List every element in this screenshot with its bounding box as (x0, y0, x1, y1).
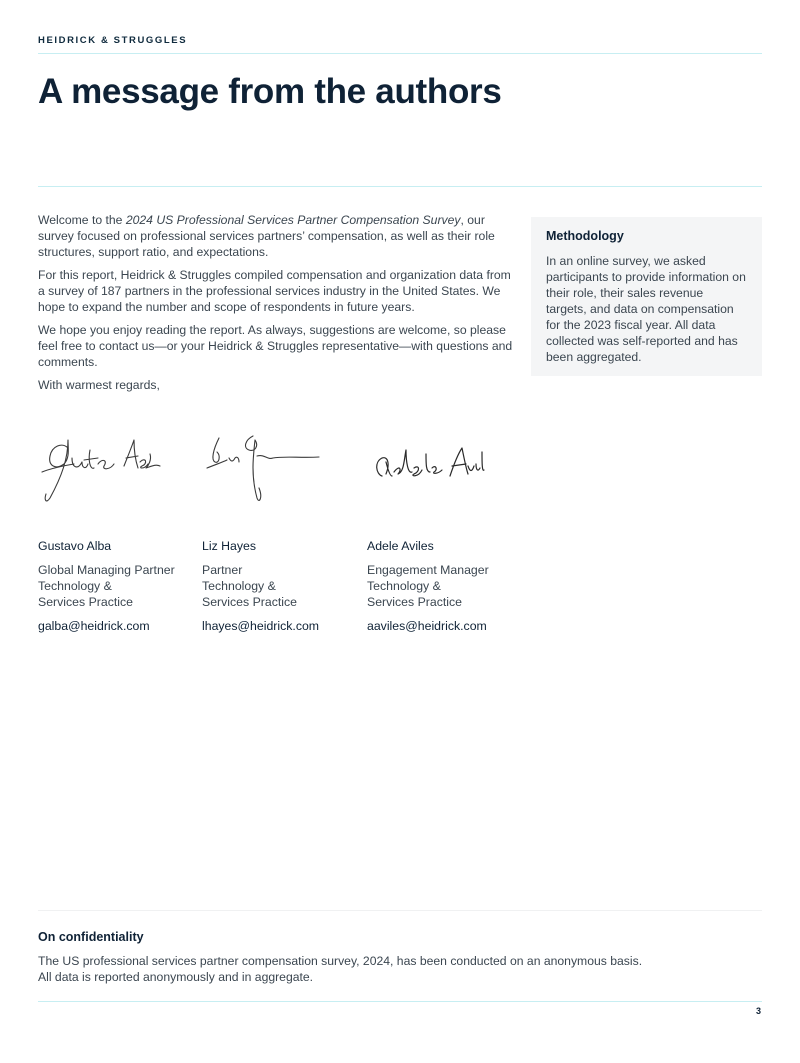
author-email-link[interactable]: aaviles@heidrick.com (367, 619, 487, 633)
author-card-gustavo-alba (38, 538, 213, 634)
brand-header: HEIDRICK & STRUGGLES (38, 35, 188, 46)
author-title: Partner (202, 563, 243, 577)
author-practice-line-1: Technology & (38, 579, 112, 593)
signature-adele-aviles (370, 428, 485, 506)
author-practice-line-1: Technology & (202, 579, 276, 593)
title-rule (38, 186, 762, 187)
author-practice-line-2: Services Practice (202, 595, 297, 609)
confidentiality-rule (38, 910, 762, 911)
intro-p1-prefix: Welcome to the (38, 213, 126, 227)
signature-liz-hayes (203, 428, 323, 506)
confidentiality-title: On confidentiality (38, 930, 144, 944)
author-card-adele-aviles (367, 538, 542, 634)
author-card-liz-hayes (202, 538, 377, 634)
signature-gustavo-alba (38, 428, 163, 506)
methodology-box (531, 217, 762, 376)
author-practice-line-2: Services Practice (367, 595, 462, 609)
author-name: Liz Hayes (202, 539, 256, 553)
intro-paragraph-1 (38, 212, 518, 260)
footer-rule (38, 1001, 762, 1002)
intro-paragraph-3: We hope you enjoy reading the report. As always, suggestions are welcome, so please feel free to contact us—or your Heidrick & Struggles representative—with questions and comments. (38, 323, 513, 369)
intro-paragraph-2: For this report, Heidrick & Struggles compiled compensation and organization data from a survey of 187 partners in the professional services industry in the United States. We hope to expand the number and scope of respondents in future years. (38, 268, 511, 314)
survey-name: 2024 US Professional Services Partner Compensation Survey (125, 213, 461, 227)
page-number: 3 (755, 1006, 761, 1016)
methodology-text: In an online survey, we asked participants to provide information on their role, their sales revenue targets, and data on compensation for the 2023 fiscal year. All data collected was self-reported and has been aggregated. (546, 254, 746, 364)
author-role (38, 562, 213, 610)
methodology-title: Methodology (546, 229, 624, 243)
intro-p1-suffix: , our survey focused on professional services partners’ compensation, as well as their role structures, support ratio, and expectations. (38, 213, 495, 259)
closing-line: With warmest regards, (38, 378, 160, 392)
author-practice-line-2: Services Practice (38, 595, 133, 609)
author-email-link[interactable]: galba@heidrick.com (38, 619, 150, 633)
author-email-link[interactable]: lhayes@heidrick.com (202, 619, 320, 633)
author-title: Engagement Manager (367, 563, 489, 577)
confidentiality-line-1: The US professional services partner compensation survey, 2024, has been conducted on an anonymous basis. (38, 954, 643, 968)
confidentiality-text (38, 953, 758, 985)
header-rule (38, 53, 762, 54)
page-title: A message from the authors (38, 72, 502, 111)
author-practice-line-1: Technology & (367, 579, 441, 593)
author-name: Adele Aviles (367, 539, 434, 553)
author-role (367, 562, 542, 610)
author-role (202, 562, 377, 610)
author-title: Global Managing Partner (38, 563, 175, 577)
confidentiality-line-2: All data is reported anonymously and in aggregate. (38, 970, 314, 984)
intro-text (38, 212, 518, 400)
author-name: Gustavo Alba (38, 539, 112, 553)
